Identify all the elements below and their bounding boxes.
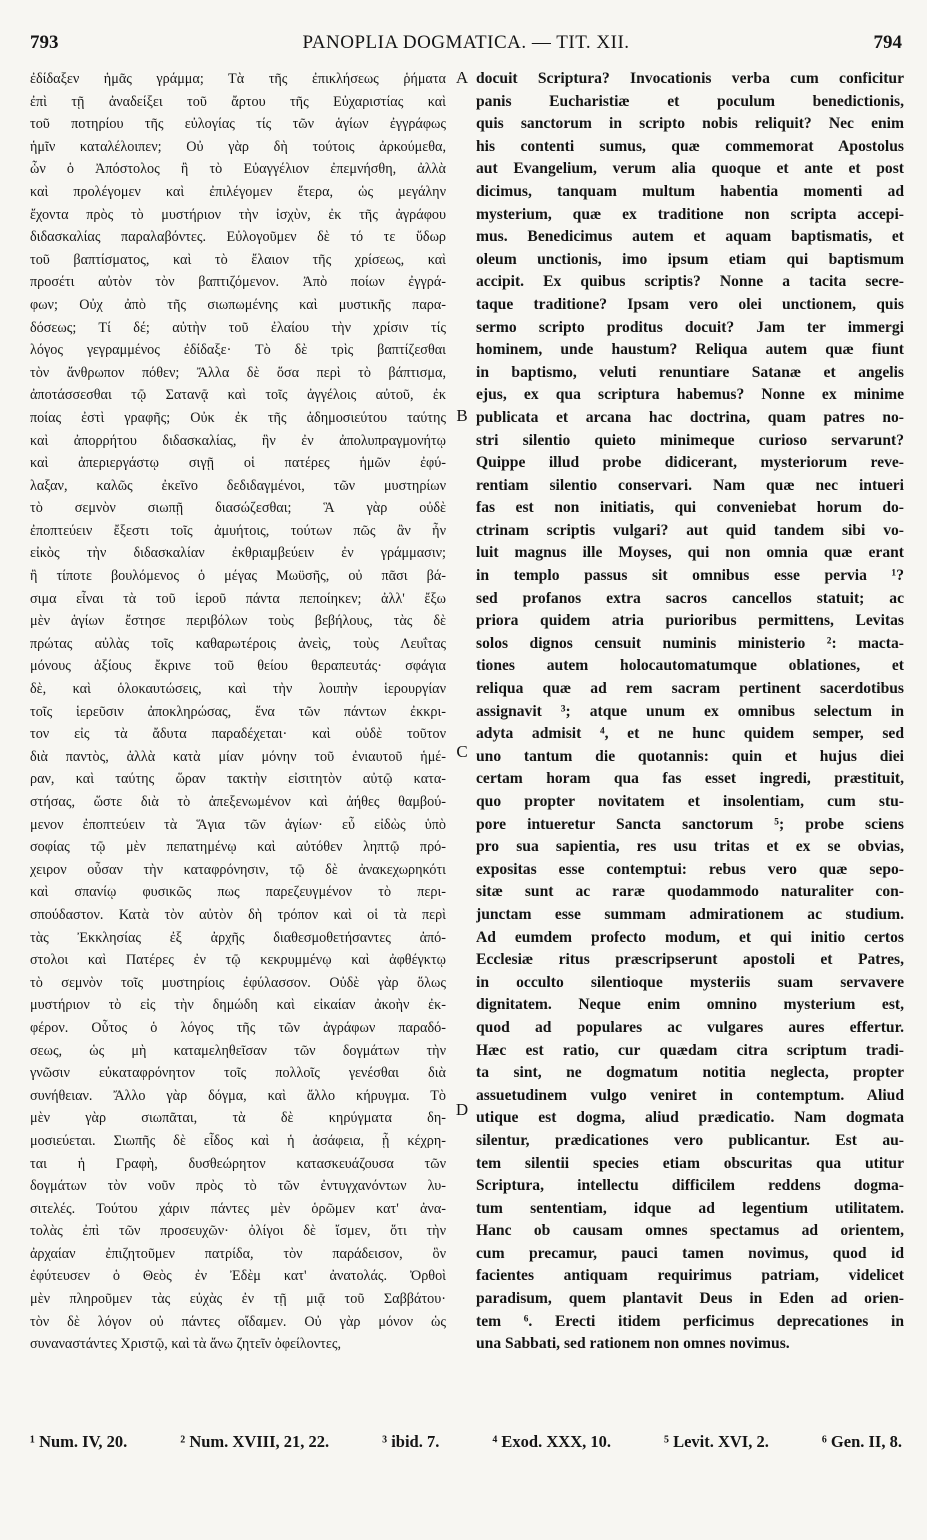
greek-text-line: τὰς Ἐκκλησίας ἐξ ἀρχῆς διαθεσμοθετήσαντες ἀπό- [30,929,446,946]
greek-text-line: λόγος γεγραμμένος ἐδίδαξε· Τὸ δὲ τρὶς βαπτίζεσθαι [30,342,446,359]
latin-text-line: Hæc est ratio, cur quædam citra scriptum tradi- [476,1041,904,1059]
latin-text-line: tiones autem holocautomatumque oblationes, et [476,657,904,675]
latin-text-line: taque traditione? Ipsam vero olei unctionem, quis [476,295,904,313]
greek-text-line: καὶ σπανίῳ φυσικῶς πως παρεζευγμένον τὸ περι- [30,884,446,901]
greek-text-line: δὲ, καὶ ὁλοκαυτώσεις, καὶ τὴν λοιπὴν ἱερουργίαν [30,681,446,698]
latin-text-line: certam horam qua fas esset ingredi, præstituit, [476,770,904,788]
latin-text-line: priora quidem atria purioribus permittens, Levitas [476,612,904,630]
greek-text-line: ται ἡ Γραφὴ, δυσθεώρητον κατασκευάζουσα τῶν [30,1155,446,1172]
latin-text-line: dicimus, tanquam multum habentia momenti ad [476,182,904,200]
greek-text-line: μοσιεύεται. Σιωπῆς δὲ εἶδος καὶ ἡ ἀσάφεια, ᾗ κέχρη- [30,1132,446,1149]
latin-text-line: luit magnus ille Moyses, qui non omnia quæ erant [476,544,904,562]
latin-text-line: dignitatem. Neque enim omnino mysterium est, [476,996,904,1014]
latin-text-line: pro sua sapientia, res usu tritas et ex se obvias, [476,838,904,856]
latin-text-line: in occulto silentioque mysteriis suam servavere [476,973,904,991]
latin-text-line: tem silentii species etiam obscuritas qua utitur [476,1154,904,1172]
footnote: ¹ Num. IV, 20. [30,1432,128,1451]
latin-text-line: Ad eumdem profecto modum, et qui initio certos [476,928,904,946]
greek-text-line: μενον ἐποπτεύειν τὰ Ἅγια τῶν ἁγίων· εὖ εἰδὼς ὑπὸ [30,816,446,833]
latin-text-line: paradisum, quem plantavit Deus in Eden ad orien- [476,1290,904,1308]
greek-text-line: τοῦ βαπτίσματος, καὶ τὸ ἔλαιον τῆς χρίσεως, καὶ [30,251,446,268]
greek-text-line: ἐπὶ τῇ ἀναδείξει τοῦ ἄρτου τῆς Εὐχαριστίας καὶ [30,93,446,110]
latin-text-line: accipit. Ex quibus scriptis? Nonne a tacita secre- [476,273,904,291]
latin-text-line: assuetudinem vulgo veniret in contemptum. Aliud [476,1086,904,1104]
page-number-left: 793 [30,32,59,53]
footnote: ⁵ Levit. XVI, 2. [664,1432,769,1451]
greek-text-line: ἐποπτεύειν ἔξεστι τοῖς ἀμυήτοις, τούτων πῶς ἂν ἦν [30,522,446,539]
greek-text-line: σπούδαστον. Κατὰ τὸν αὐτὸν δὴ τρόπον καὶ οἱ τὰ περὶ [30,906,446,923]
greek-text-line: ἀρχαίαν ἐπιζητοῦμεν πατρίδα, τὸν παράδεισον, ὃν [30,1245,446,1262]
running-title: PANOPLIA DOGMATICA. — TIT. XII. [302,32,630,53]
greek-text-line: μὲν ἁγίων ἔστησε περιβόλων τοὺς βεβήλους, τὰς δὲ [30,613,446,630]
greek-text-line: σιμα εἶναι τὰ τοῦ ἱεροῦ πάντα πεποίηκεν; ἀλλ' ἔξω [30,590,446,607]
latin-text-line: Hanc ob causam omnes spectamus ad orientem, [476,1222,904,1240]
greek-text-line: μυστήριον τὸ εἰς τὴν δημώδη καὶ εἰκαίαν ἀκοὴν ἐκ- [30,997,446,1014]
greek-text-line: δόσεως; Τί δέ; αὐτὴν τοῦ ἐλαίου τὴν χρίσιν τίς [30,319,446,336]
latin-text-line: sermo scripto proditus docuit? Jam ter immergi [476,318,904,336]
footnote: ⁶ Gen. II, 8. [821,1432,902,1451]
greek-text-line: ἢ τίποτε βουλόμενος ὁ μέγας Μωϋσῆς, οὐ πᾶσι βά- [30,568,446,585]
latin-text-line: tum sententiam, idque ad legentium utilitatem. [476,1199,904,1217]
latin-text-column [476,68,904,1436]
latin-text-line: in baptismo, veluti renuntiare Satanæ et angelis [476,363,904,381]
greek-text-line: σοφίας τῷ μὲν πεπατημένῳ καὶ αὐτόθεν ληπτῷ πρό- [30,839,446,856]
greek-text-line: δογμάτων τὸν νοῦν πρὸς τὸ τῶν ἐντυγχανόντων λυ- [30,1178,446,1195]
latin-text-line: ta sint, ne dogmatum notitia neglecta, propter [476,1064,904,1082]
latin-text-line: utique est dogma, aliud prædicatio. Nam dogmata [476,1109,904,1127]
greek-text-line: στολοι καὶ Πατέρες ἐν τῷ κεκρυμμένῳ καὶ ἀφθέγκτῳ [30,952,446,969]
latin-text-line: junctam esse summam admirationem ac studium. [476,905,904,923]
greek-text-line: στήσας, ὥστε διὰ τὸ ἀπεξενωμένον καὶ ἀήθες θαμβού- [30,794,446,810]
greek-text-line: καὶ προλέγομεν καὶ ἐπιλέγομεν ἕτερα, ὡς μεγάλην [30,183,446,200]
latin-text-line: pore intueretur Sancta sanctorum ⁵; probe sciens [476,815,904,833]
greek-text-line: μόνους ἀξίους ἔκρινε τοῦ θείου θεραπευτάς· σφάγια [30,658,446,675]
footnotes [30,1432,902,1456]
latin-text-line: quo propter novitatem et insolentiam, cum stu- [476,793,904,810]
greek-text-line: ἐφύτευσεν ὁ Θεὸς ἐν Ἐδὲμ κατ' ἀνατολάς. Ὀρθοὶ [30,1268,446,1285]
latin-text-line: ctrinam scriptis vulgari? aut quid tandem sibi vo- [476,521,904,539]
latin-text-line: fas est non initiatis, qui conveniebat horum do- [476,499,904,517]
greek-text-line: εἰκὸς τὴν διδασκαλίαν ἐκθριαμβεύειν ἐν γράμμασιν; [30,545,446,562]
greek-text-line: τὸ σεμνὸν τοῖς μυστηρίοις ἐφύλασσον. Οὐδὲ γὰρ ὅλως [30,974,446,991]
greek-text-line: χειρον οὖσαν τὴν καταφρόνησιν, τῷ δὲ ἀνακεχωρηκότι [30,861,446,878]
page-header [30,32,902,58]
latin-text-line: reliqua quæ ad rem sacram pertinent sacerdotibus [476,680,904,698]
latin-text-line: assignavit ³; atque unum ex omnibus selectum in [476,702,904,720]
footnote: ³ ibid. 7. [382,1432,440,1451]
latin-text-line: facientes antiquam requirimus patriam, videlicet [476,1267,904,1285]
margin-letter-d: D [455,1100,469,1119]
greek-text-line: καὶ ἀπορρήτου διδασκαλίας, ἣν ἐν ἀπολυπραγμονήτῳ [30,432,446,449]
greek-text-column [30,68,446,1436]
greek-text-line: μὲν γὰρ σιωπᾶται, τὰ δὲ κηρύγματα δη- [30,1110,446,1127]
greek-text-line: πρώτας αὐλὰς τοῖς καθαρωτέροις ἀνεὶς, τοὺς Λευΐτας [30,635,446,652]
greek-text-line: μὲν πληροῦμεν τὰς εὐχὰς ἐν τῇ μιᾷ τοῦ Σαββάτου· [30,1291,446,1308]
greek-text-line: ποίας ἐστὶ γραφῆς; Οὐκ ἐκ τῆς ἀδημοσιεύτου ταύτης [30,409,446,426]
greek-text-line: φέρον. Οὗτος ὁ λόγος τῆς τῶν ἀγράφων παραδό- [30,1019,446,1036]
latin-text-line: una Sabbati, sed rationem non omnes novimus. [476,1335,790,1353]
greek-text-line: ἔχοντα πρὸς τὸ μυστήριον τὴν ἰσχὺν, ἐκ τῆς ἀγράφου [30,206,446,223]
greek-text-line: ἐδίδαξεν ἡμᾶς γράμμα; Τὰ τῆς ἐπικλήσεως ῥήματα [30,71,446,87]
latin-text-line: tem ⁶. Erecti itidem perficimus deprecationes in [476,1312,904,1330]
margin-letter-c: C [456,742,468,761]
latin-text-line: silentur, prædicationes vero publicantur. Est au- [476,1131,904,1149]
greek-text-line: διδασκαλίας παραλαβόντες. Εὐλογοῦμεν δὲ τό τε ὕδωρ [30,229,446,246]
footnote: ² Num. XVIII, 21, 22. [180,1432,330,1451]
greek-text-line: καὶ ἀπεριεργάστῳ σιγῇ οἱ πατέρες ἡμῶν ἐφύ- [30,455,446,472]
latin-text-line: uno tantum die quotannis: quin et hujus diei [476,747,904,765]
greek-text-line: συνήθειαν. Ἄλλο γὰρ δόγμα, καὶ ἄλλο κήρυγμα. Τὸ [30,1087,446,1104]
latin-text-line: mus. Benedicimus autem et aquam baptismatis, et [476,228,904,246]
greek-text-line: προσέτι αὐτὸν τὸν βαπτιζόμενον. Ἀπὸ ποίων ἐγγρά- [30,274,446,291]
latin-text-line: hominem, unde haustum? Reliqua autem quæ fiunt [476,341,904,359]
greek-text-line: τὸ σεμνὸν σιωπῇ διασώζεσθαι; Ἃ γὰρ οὐδὲ [30,500,446,517]
greek-text-line: τοῖς ἱερεῦσιν ἀποκληρώσας, ἕνα τῶν πάντων ἐκκρι- [30,703,446,720]
greek-text-line: ἀποτάσσεσθαι τῷ Σατανᾷ καὶ τοῖς ἀγγέλοις αὐτοῦ, ἐκ [30,387,446,404]
latin-text-line: expositas esse contemptui: rebus vero quæ sepo- [476,860,904,878]
latin-text-line: Quippe illud probe didicerant, mysteriorum reve- [476,454,904,472]
footnote: ⁴ Exod. XXX, 10. [492,1432,611,1451]
greek-text-line: σεως, ὡς μὴ καταμεληθεῖσαν τῶν δογμάτων τὴν [30,1042,446,1059]
greek-text-line: γνῶσιν εὐκαταφρόνητον τοῖς πολλοῖς γενέσθαι διὰ [30,1065,446,1082]
latin-text-line: Ecclesiæ ritus præscripserunt apostoli et Patres, [476,951,904,969]
latin-text-line: mysterium, quæ ex traditione non scripta accepi- [476,205,904,223]
latin-text-line: publicata et arcana hac doctrina, quam patres no- [476,408,904,426]
greek-text-line: διὰ παντὸς, ἀλλὰ κατὰ μίαν μόνην τοῦ ἐνιαυτοῦ ἡμέ- [30,748,446,765]
latin-text-line: cum precamur, pauci tamen novimus, quod id [476,1244,904,1262]
latin-text-line: docuit Scriptura? Invocationis verba cum conficitur [476,70,904,87]
greek-text-line: τὸν δὲ λόγον οὐ πάντες οἴδαμεν. Οὐ γὰρ μόνον ὡς [30,1313,446,1330]
latin-text-line: solos dignos censuit numinis ministerio ²: macta- [476,634,904,652]
margin-letter-a: A [455,68,469,87]
page-number-right: 794 [873,32,902,53]
latin-text-line: quis sanctorum in scripto nobis reliquit? Nec enim [476,115,904,133]
greek-text-line: τον εἰς τὰ ἄδυτα παραδέχεται· καὶ οὐδὲ τοῦτον [30,726,446,743]
latin-text-line: in templo passus sit omnibus esse pervia ¹? [476,567,904,585]
greek-text-line: τοῦ ποτηρίου τῆς εὐλογίας τίς τῶν ἁγίων ἐγγράφως [30,116,446,133]
latin-text-line: his contenti sumus, quæ commemorat Apostolus [476,137,904,155]
greek-text-line: ραν, καὶ ταύτης ὥραν τακτὴν εἰσιτητὸν αὐτῷ κατα- [30,771,446,788]
greek-text-line: λαξαν, καλῶς ἐκεῖνο δεδιδαγμένοι, τῶν μυστηρίων [30,477,446,494]
greek-text-line: ὧν ὁ Ἀπόστολος ἢ τὸ Εὐαγγέλιον ἐπεμνήσθη, ἀλλὰ [30,161,446,178]
latin-text-line: ejus, ex qua scriptura habemus? Nonne ex minime [476,386,904,404]
greek-text-line: τολὰς ἐπὶ τῶν προσευχῶν· ὀλίγοι δὲ ἴσμεν, ὅτι τὴν [30,1223,446,1240]
latin-text-line: Scriptura, intellectu difficilem reddens dogma- [476,1177,904,1195]
latin-text-line: quod ad populares ac vulgares aures effertur. [476,1018,904,1036]
latin-text-line: panis Eucharistiæ et poculum benedictionis, [476,92,904,110]
latin-text-line: oleum unctionis, imo ipsum etiam qui baptismum [476,250,904,268]
latin-text-line: rentiam silentio conservari. Nam quæ nec intueri [476,476,904,494]
greek-text-line: ἡμῖν καταλέλοιπεν; Οὐ γὰρ δὴ τούτοις ἀρκούμεθα, [30,138,446,155]
latin-text-line: aut Evangelium, verum alia quoque et ante et post [476,160,904,178]
greek-text-line: σιτελές. Τούτου χάριν πάντες μὲν ὁρῶμεν κατ' ἀνα- [30,1200,446,1217]
latin-text-line: stri silentio quieto minimeque curioso servarunt? [476,431,904,449]
latin-text-line: sed profanos extra sacros cancellos statuit; ac [476,589,904,607]
greek-text-line: συναναστάντες Χριστῷ, καὶ τὰ ἄνω ζητεῖν ὀφείλοντες, [30,1336,341,1353]
greek-text-line: τὸν ἄνθρωπον πόθεν; Ἄλλα δὲ ὅσα περὶ τὸ βάπτισμα, [30,364,446,381]
margin-letter-b: B [456,406,468,425]
latin-text-line: adyta admisit ⁴, et ne hunc quidem semper, sed [476,725,904,743]
greek-text-line: φων; Οὐχ ἀπὸ τῆς σιωπωμένης καὶ μυστικῆς παρα- [30,296,446,313]
latin-text-line: sitæ sunt ac raræ quodammodo naturaliter con- [476,883,904,901]
